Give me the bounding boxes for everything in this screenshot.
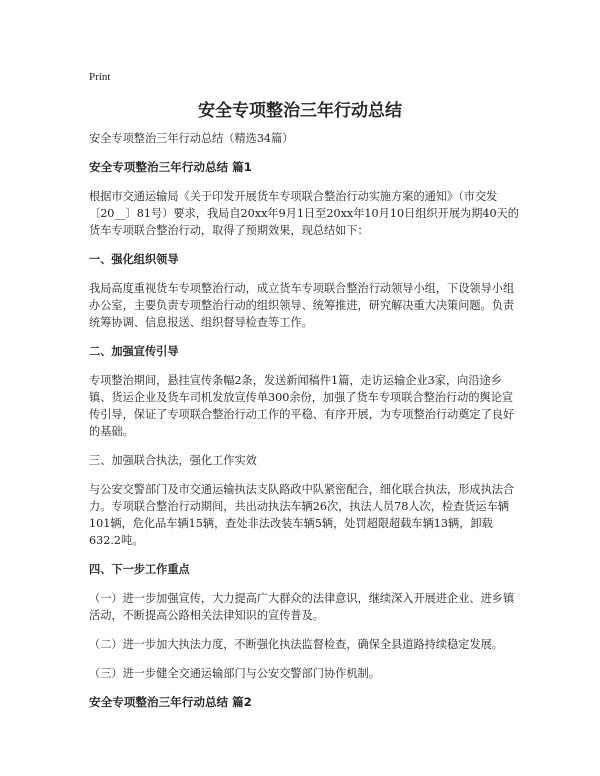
section2-heading: 二、加强宣传引导: [89, 345, 179, 358]
document-content: [89, 130, 519, 723]
section2-text: 专项整治期间，悬挂宣传条幅2条，发送新闻稿件1篇，走访运输企业3家，向沿途乡镇、货运企业及货车司机发放宣传单300余份，加强了货车专项联合整治行动的舆论宣传引导，保证了专项联合整治行动工作的平稳、有序开展，为专项整治行动奠定了良好的基础。: [89, 374, 515, 438]
article1-heading: 安全专项整治三年行动总结 篇1: [89, 160, 252, 174]
point-1: （一）进一步加强宣传，大力提高广大群众的法律意识，继续深入开展进企业、进乡镇活动，不断提高公路相关法律知识的宣传普及。: [89, 592, 515, 622]
point-2: （二）进一步加大执法力度，不断强化执法监督检查，确保全县道路持续稳定发展。: [89, 638, 503, 651]
subtitle: 安全专项整治三年行动总结（精选34篇）: [89, 132, 294, 145]
section4-heading: 四、下一步工作重点: [89, 563, 190, 576]
section3-heading: 三、加强联合执法，强化工作实效: [89, 454, 257, 467]
page-title: 安全专项整治三年行动总结: [198, 101, 402, 121]
print-link[interactable]: Print: [89, 71, 111, 83]
section1-text: 我局高度重视货车专项整治行动，成立货车专项联合整治行动领导小组，下设领导小组办公室，主要负责专项整治行动的组织领导、统筹推进，研究解决重大决策问题。负责统筹协调、信息报送、组织督导检查等工作。: [89, 282, 515, 329]
section3-text: 与公安交警部门及市交通运输执法支队路政中队紧密配合，细化联合执法，形成执法合力。专项联合整治行动期间，共出动执法车辆26次，执法人员78人次，检查货运车辆101辆，危化品车辆15辆，查处非法改装车辆5辆，处罚超限超载车辆13辆，卸载632.2吨。: [89, 483, 515, 547]
section1-heading: 一、强化组织领导: [89, 253, 179, 266]
point-3: （三）进一步健全交通运输部门与公安交警部门协作机制。: [89, 667, 380, 680]
article2-heading: 安全专项整治三年行动总结 篇2: [89, 695, 252, 709]
article1-intro: 根据市交通运输局《关于印发开展货车专项联合整治行动实施方案的通知》（市交发〔20__〕81号）要求，我局自20xx年9月1日至20xx年10月10日组织开展为期40天的货车专项联合整治行动，取得了预期效果，现总结如下：: [89, 190, 519, 237]
